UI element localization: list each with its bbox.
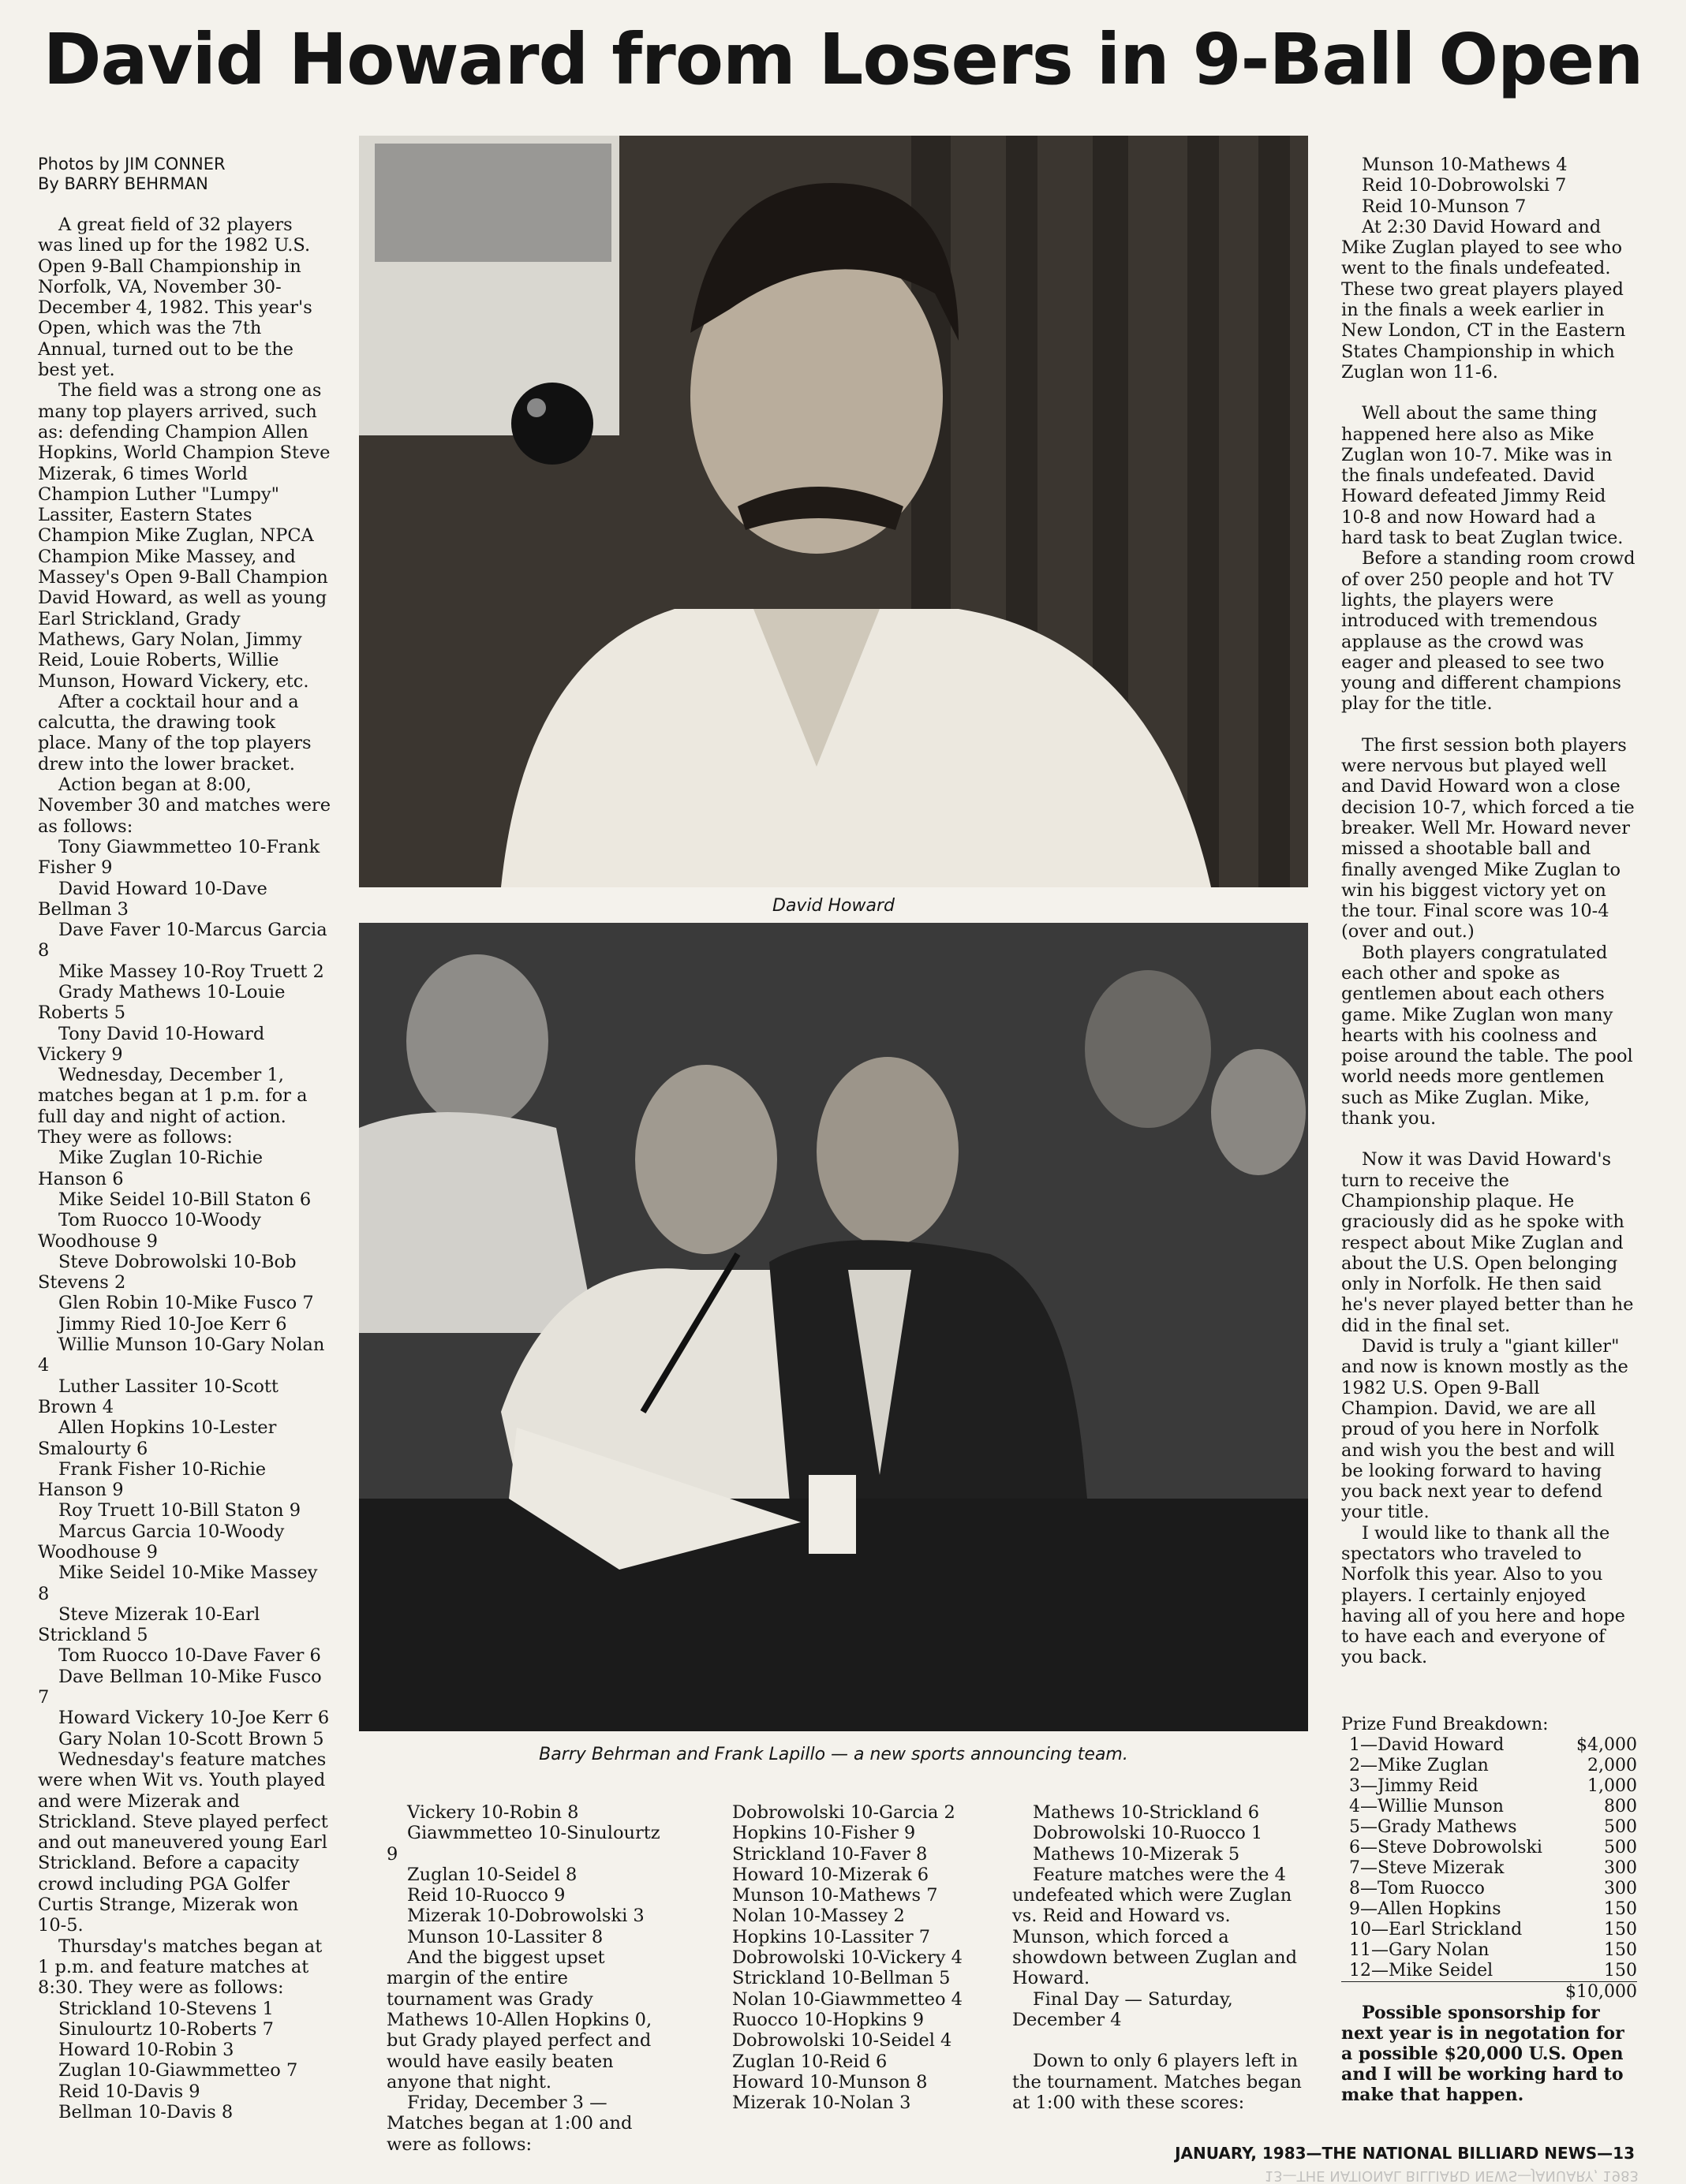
prize-place: 11—Gary Nolan	[1349, 1940, 1490, 1960]
prize-fund-title: Prize Fund Breakdown:	[1341, 1715, 1549, 1734]
col3-paragraph: Hopkins 10-Lassiter 7	[732, 1926, 931, 1947]
prize-amount: 1,000	[1587, 1776, 1637, 1796]
prize-fund-total: $10,000	[1341, 1981, 1637, 2003]
col1-paragraph: Zuglan 10-Giawmmetteo 7	[58, 2060, 298, 2081]
prize-place: 3—Jimmy Reid	[1349, 1776, 1479, 1796]
prize-place: 9—Allen Hopkins	[1349, 1899, 1501, 1919]
prize-place: 7—Steve Mizerak	[1349, 1858, 1505, 1878]
col1-paragraph: Willie Munson 10-Gary Nolan 4	[38, 1335, 325, 1376]
col2-paragraph: Vickery 10-Robin 8	[407, 1802, 579, 1823]
col5-paragraph: Both players congratulated each other and spoke as gentlemen about each others game. Mike Zuglan won many hearts with his coolness and poise around the table. The pool world needs more gentlemen such as Mike Zuglan. Mike, thank you.	[1341, 942, 1633, 1129]
col1-paragraph: Tom Ruocco 10-Dave Faver 6	[58, 1645, 321, 1667]
article-column-2	[387, 1802, 671, 2155]
prize-amount: 150	[1604, 1899, 1637, 1919]
col3-paragraph: Howard 10-Munson 8	[732, 2071, 928, 2093]
col1-paragraph: Howard Vickery 10-Joe Kerr 6	[58, 1708, 330, 1729]
col3-paragraph: Ruocco 10-Hopkins 9	[732, 2009, 925, 2030]
prize-row	[1341, 1756, 1637, 1776]
prize-amount: 500	[1604, 1838, 1637, 1857]
col3-paragraph: Nolan 10-Giawmmetteo 4	[732, 1988, 963, 2010]
prize-row	[1341, 1776, 1637, 1797]
prize-amount: 800	[1604, 1797, 1637, 1816]
col3-paragraph: Strickland 10-Bellman 5	[732, 1968, 951, 1989]
col1-paragraph: Howard 10-Robin 3	[58, 2040, 234, 2061]
col3-paragraph: Dobrowolski 10-Seidel 4	[732, 2030, 952, 2051]
col3-paragraph: Dobrowolski 10-Garcia 2	[732, 1802, 955, 1823]
col1-paragraph: Mike Zuglan 10-Richie Hanson 6	[38, 1148, 264, 1189]
col5-paragraph: Now it was David Howard's turn to receive the Championship plaque. He graciously did as he spoke with respect about Mike Zuglan and about the U.S. Open belonging only in Norfolk. He then said he's never played better than he did in the final set.	[1341, 1149, 1634, 1336]
col1-paragraph: Jimmy Ried 10-Joe Kerr 6	[58, 1313, 287, 1335]
col2-paragraph: Friday, December 3 — Matches began at 1:00 and were as follows:	[387, 2093, 633, 2155]
col1-paragraph: Dave Faver 10-Marcus Garcia 8	[38, 920, 327, 961]
col1-paragraph: Steve Dobrowolski 10-Bob Stevens 2	[38, 1251, 297, 1294]
bleed-through-footer: 13—THE NATIONAL BILLIARD NEWS—JANUARY, 1983	[1264, 2167, 1639, 2184]
prize-row	[1341, 1735, 1637, 1756]
col3-paragraph: Nolan 10-Massey 2	[732, 1906, 905, 1927]
prize-amount: 2,000	[1587, 1756, 1637, 1775]
col1-paragraph: Glen Robin 10-Mike Fusco 7	[58, 1293, 314, 1314]
prize-amount: 150	[1604, 1940, 1637, 1960]
article-column-5	[1341, 155, 1637, 1668]
col4-paragraph: Final Day — Saturday, December 4	[1012, 1988, 1233, 2030]
col1-paragraph: David Howard 10-Dave Bellman 3	[38, 878, 267, 920]
photo-announcers	[359, 923, 1308, 1731]
col1-paragraph: Bellman 10-Davis 8	[58, 2102, 234, 2123]
col1-paragraph: Sinulourtz 10-Roberts 7	[58, 2018, 274, 2040]
col2-paragraph: And the biggest upset margin of the entire tournament was Grady Mathews 10-Allen Hopkins 0, but Grady played perfect and would have easily beaten anyone that night.	[387, 1947, 652, 2093]
photo-david-howard	[359, 136, 1308, 887]
col4-paragraph: Dobrowolski 10-Ruocco 1	[1033, 1823, 1263, 1844]
photo-announcers-image	[359, 923, 1308, 1731]
prize-row	[1341, 1899, 1637, 1920]
prize-place: 4—Willie Munson	[1349, 1797, 1504, 1816]
col5-paragraph: Reid 10-Dobrowolski 7	[1362, 175, 1567, 196]
headline: David Howard from Losers in 9-Ball Open	[43, 18, 1643, 100]
article-column-1	[38, 155, 331, 2122]
col2-paragraph: Giawmmetteo 10-Sinulourtz 9	[387, 1823, 660, 1865]
prize-row	[1341, 1879, 1637, 1899]
col1-paragraph: Tom Ruocco 10-Woody Woodhouse 9	[38, 1210, 261, 1252]
col1-paragraph: Allen Hopkins 10-Lester Smalourty 6	[38, 1417, 277, 1459]
prize-amount: $4,000	[1576, 1735, 1637, 1755]
col5-paragraph: Munson 10-Mathews 4	[1362, 155, 1568, 175]
prize-row	[1341, 1940, 1637, 1961]
prize-place: 8—Tom Ruocco	[1349, 1879, 1485, 1898]
page-footer: JANUARY, 1983—THE NATIONAL BILLIARD NEWS—13	[1175, 2144, 1635, 2163]
prize-amount: 150	[1604, 1961, 1637, 1981]
col1-paragraph: Dave Bellman 10-Mike Fusco 7	[38, 1666, 322, 1708]
prize-amount: 500	[1604, 1817, 1637, 1837]
prize-place: 1—David Howard	[1349, 1735, 1505, 1755]
col5-paragraph: Before a standing room crowd of over 250 people and hot TV lights, the players were introduced with tremendous applause as the crowd was eager and pleased to see two young and different champions play for the title.	[1341, 548, 1636, 715]
prize-row	[1341, 1961, 1637, 1981]
photo-david-howard-image	[359, 136, 1308, 887]
col1-paragraph: Action began at 8:00, November 30 and matches were as follows:	[38, 775, 331, 837]
col5-paragraph: The first session both players were nervous but played well and David Howard won a close decision 10-7, which forced a tie breaker. Well Mr. Howard never missed a shootable ball and finally avenged Mike Zuglan to win his biggest victory yet on the tour. Final score was 10-4 (over and out.)	[1341, 734, 1635, 943]
col1-paragraph: Wednesday, December 1, matches began at 1 p.m. for a full day and night of action. They were as follows:	[38, 1065, 308, 1148]
prize-place: 12—Mike Seidel	[1349, 1961, 1493, 1981]
article-column-4	[1012, 1802, 1306, 2113]
col1-paragraph: Strickland 10-Stevens 1	[58, 1998, 274, 2019]
col2-paragraph: Munson 10-Lassiter 8	[407, 1926, 604, 1947]
prize-row	[1341, 1797, 1637, 1817]
col5-paragraph: I would like to thank all the spectators who traveled to Norfolk this year. Also to you players. I certainly enjoyed having all of you here and hope to have each and everyone of you back.	[1341, 1522, 1625, 1668]
col5-paragraph: Reid 10-Munson 7	[1362, 196, 1527, 217]
col1-paragraph: A great field of 32 players was lined up for the 1982 U.S. Open 9-Ball Championship in Norfolk, VA, November 30-December 4, 1982. This year's Open, which was the 7th Annual, turned out to be the best yet.	[38, 215, 312, 381]
col1-paragraph: Mike Massey 10-Roy Truett 2	[58, 961, 324, 982]
caption-david-howard: David Howard	[772, 896, 895, 916]
col1-paragraph: Tony David 10-Howard Vickery 9	[38, 1023, 265, 1065]
col1-paragraph: Wednesday's feature matches were when Wit vs. Youth played and were Mizerak and Strickland. Steve played perfect and out maneuvered young Earl Strickland. Before a capacity crowd including PGA Golfer Curtis Strange, Mizerak won 10-5.	[38, 1749, 328, 1936]
prize-amount: 300	[1604, 1879, 1637, 1898]
col4-paragraph: Feature matches were the 4 undefeated which were Zuglan vs. Reid and Howard vs. Munson, which forced a showdown between Zuglan and Howard.	[1012, 1864, 1298, 1989]
col3-paragraph: Zuglan 10-Reid 6	[732, 2051, 888, 2072]
col1-paragraph: The field was a strong one as many top players arrived, such as: defending Champion Allen Hopkins, World Champion Steve Mizerak, 6 times World Champion Luther "Lumpy" Lassiter, Eastern States Champion Mike Zuglan, NPCA Champion Mike Massey, and Massey's Open 9-Ball Champion David Howard, as well as young Earl Strickland, Grady Mathews, Gary Nolan, Jimmy Reid, Louie Roberts, Willie Munson, Howard Vickery, etc.	[38, 380, 331, 692]
prize-amount: 150	[1604, 1920, 1637, 1939]
prize-place: 6—Steve Dobrowolski	[1349, 1838, 1542, 1857]
col5-paragraph: David is truly a "giant killer" and now is known mostly as the 1982 U.S. Open 9-Ball Champion. David, we are all proud of you here in Norfolk and wish you the best and will be looking forward to having you back next year to defend your title.	[1341, 1336, 1628, 1523]
col1-paragraph: Thursday's matches began at 1 p.m. and feature matches at 8:30. They were as follows:	[38, 1936, 323, 1999]
col2-paragraph: Reid 10-Ruocco 9	[407, 1885, 566, 1906]
col4-paragraph: Down to only 6 players left in the tournament. Matches began at 1:00 with these scores:	[1012, 2051, 1302, 2113]
col1-paragraph: Roy Truett 10-Bill Staton 9	[58, 1500, 301, 1521]
col1-paragraph: Tony Giawmmetteo 10-Frank Fisher 9	[38, 836, 320, 879]
caption-announcers: Barry Behrman and Frank Lapillo — a new sports announcing team.	[539, 1745, 1128, 1764]
col4-paragraph: Mathews 10-Mizerak 5	[1033, 1843, 1240, 1865]
col1-paragraph: Mike Seidel 10-Mike Massey 8	[38, 1562, 318, 1604]
col1-paragraph: Frank Fisher 10-Richie Hanson 9	[38, 1458, 267, 1501]
prize-row	[1341, 1920, 1637, 1940]
col4-paragraph: Mathews 10-Strickland 6	[1033, 1802, 1260, 1823]
author-credit: By BARRY BEHRMAN	[38, 174, 208, 193]
col2-paragraph: Mizerak 10-Dobrowolski 3	[407, 1906, 645, 1927]
col5-paragraph: At 2:30 David Howard and Mike Zuglan played to see who went to the finals undefeated. These two great players played in the finals a week earlier in New London, CT in the Eastern States Championship in which Zuglan won 11-6.	[1341, 216, 1626, 383]
col1-paragraph: Marcus Garcia 10-Woody Woodhouse 9	[38, 1521, 285, 1562]
prize-row	[1341, 1838, 1637, 1858]
col3-paragraph: Hopkins 10-Fisher 9	[732, 1823, 916, 1844]
col1-paragraph: After a cocktail hour and a calcutta, the drawing took place. Many of the top players drew into the lower bracket.	[38, 691, 312, 775]
photo-credit: Photos by JIM CONNER	[38, 155, 226, 174]
prize-fund-table	[1341, 1735, 1637, 1981]
col2-paragraph: Zuglan 10-Seidel 8	[407, 1864, 578, 1885]
prize-place: 10—Earl Strickland	[1349, 1920, 1523, 1939]
byline	[38, 155, 331, 194]
col1-paragraph: Luther Lassiter 10-Scott Brown 4	[38, 1376, 279, 1417]
col1-paragraph: Reid 10-Davis 9	[58, 2081, 200, 2102]
col1-paragraph: Gary Nolan 10-Scott Brown 5	[58, 1728, 324, 1749]
prize-fund-note: Possible sponsorship for next year is in negotation for a possible $20,000 U.S. Open and I will be working hard to make that happen.	[1341, 2003, 1624, 2105]
col1-paragraph: Grady Mathews 10-Louie Roberts 5	[38, 981, 286, 1024]
prize-row	[1341, 1858, 1637, 1879]
prize-place: 5—Grady Mathews	[1349, 1817, 1517, 1837]
col3-paragraph: Howard 10-Mizerak 6	[732, 1864, 929, 1885]
col3-paragraph: Dobrowolski 10-Vickery 4	[732, 1947, 963, 1969]
col1-paragraph: Mike Seidel 10-Bill Staton 6	[58, 1189, 312, 1210]
col3-paragraph: Strickland 10-Faver 8	[732, 1843, 928, 1865]
prize-fund-breakdown	[1341, 1715, 1637, 2105]
col1-paragraph: Steve Mizerak 10-Earl Strickland 5	[38, 1603, 260, 1646]
col5-paragraph: Well about the same thing happened here also as Mike Zuglan won 10-7. Mike was in the finals undefeated. David Howard defeated Jimmy Reid 10-8 and now Howard had a hard task to beat Zuglan twice.	[1341, 403, 1624, 549]
col3-paragraph: Munson 10-Mathews 7	[732, 1885, 938, 1906]
prize-row	[1341, 1817, 1637, 1838]
col3-paragraph: Mizerak 10-Nolan 3	[732, 2093, 911, 2114]
prize-place: 2—Mike Zuglan	[1349, 1756, 1489, 1775]
article-column-3	[712, 1802, 988, 2113]
prize-amount: 300	[1604, 1858, 1637, 1878]
